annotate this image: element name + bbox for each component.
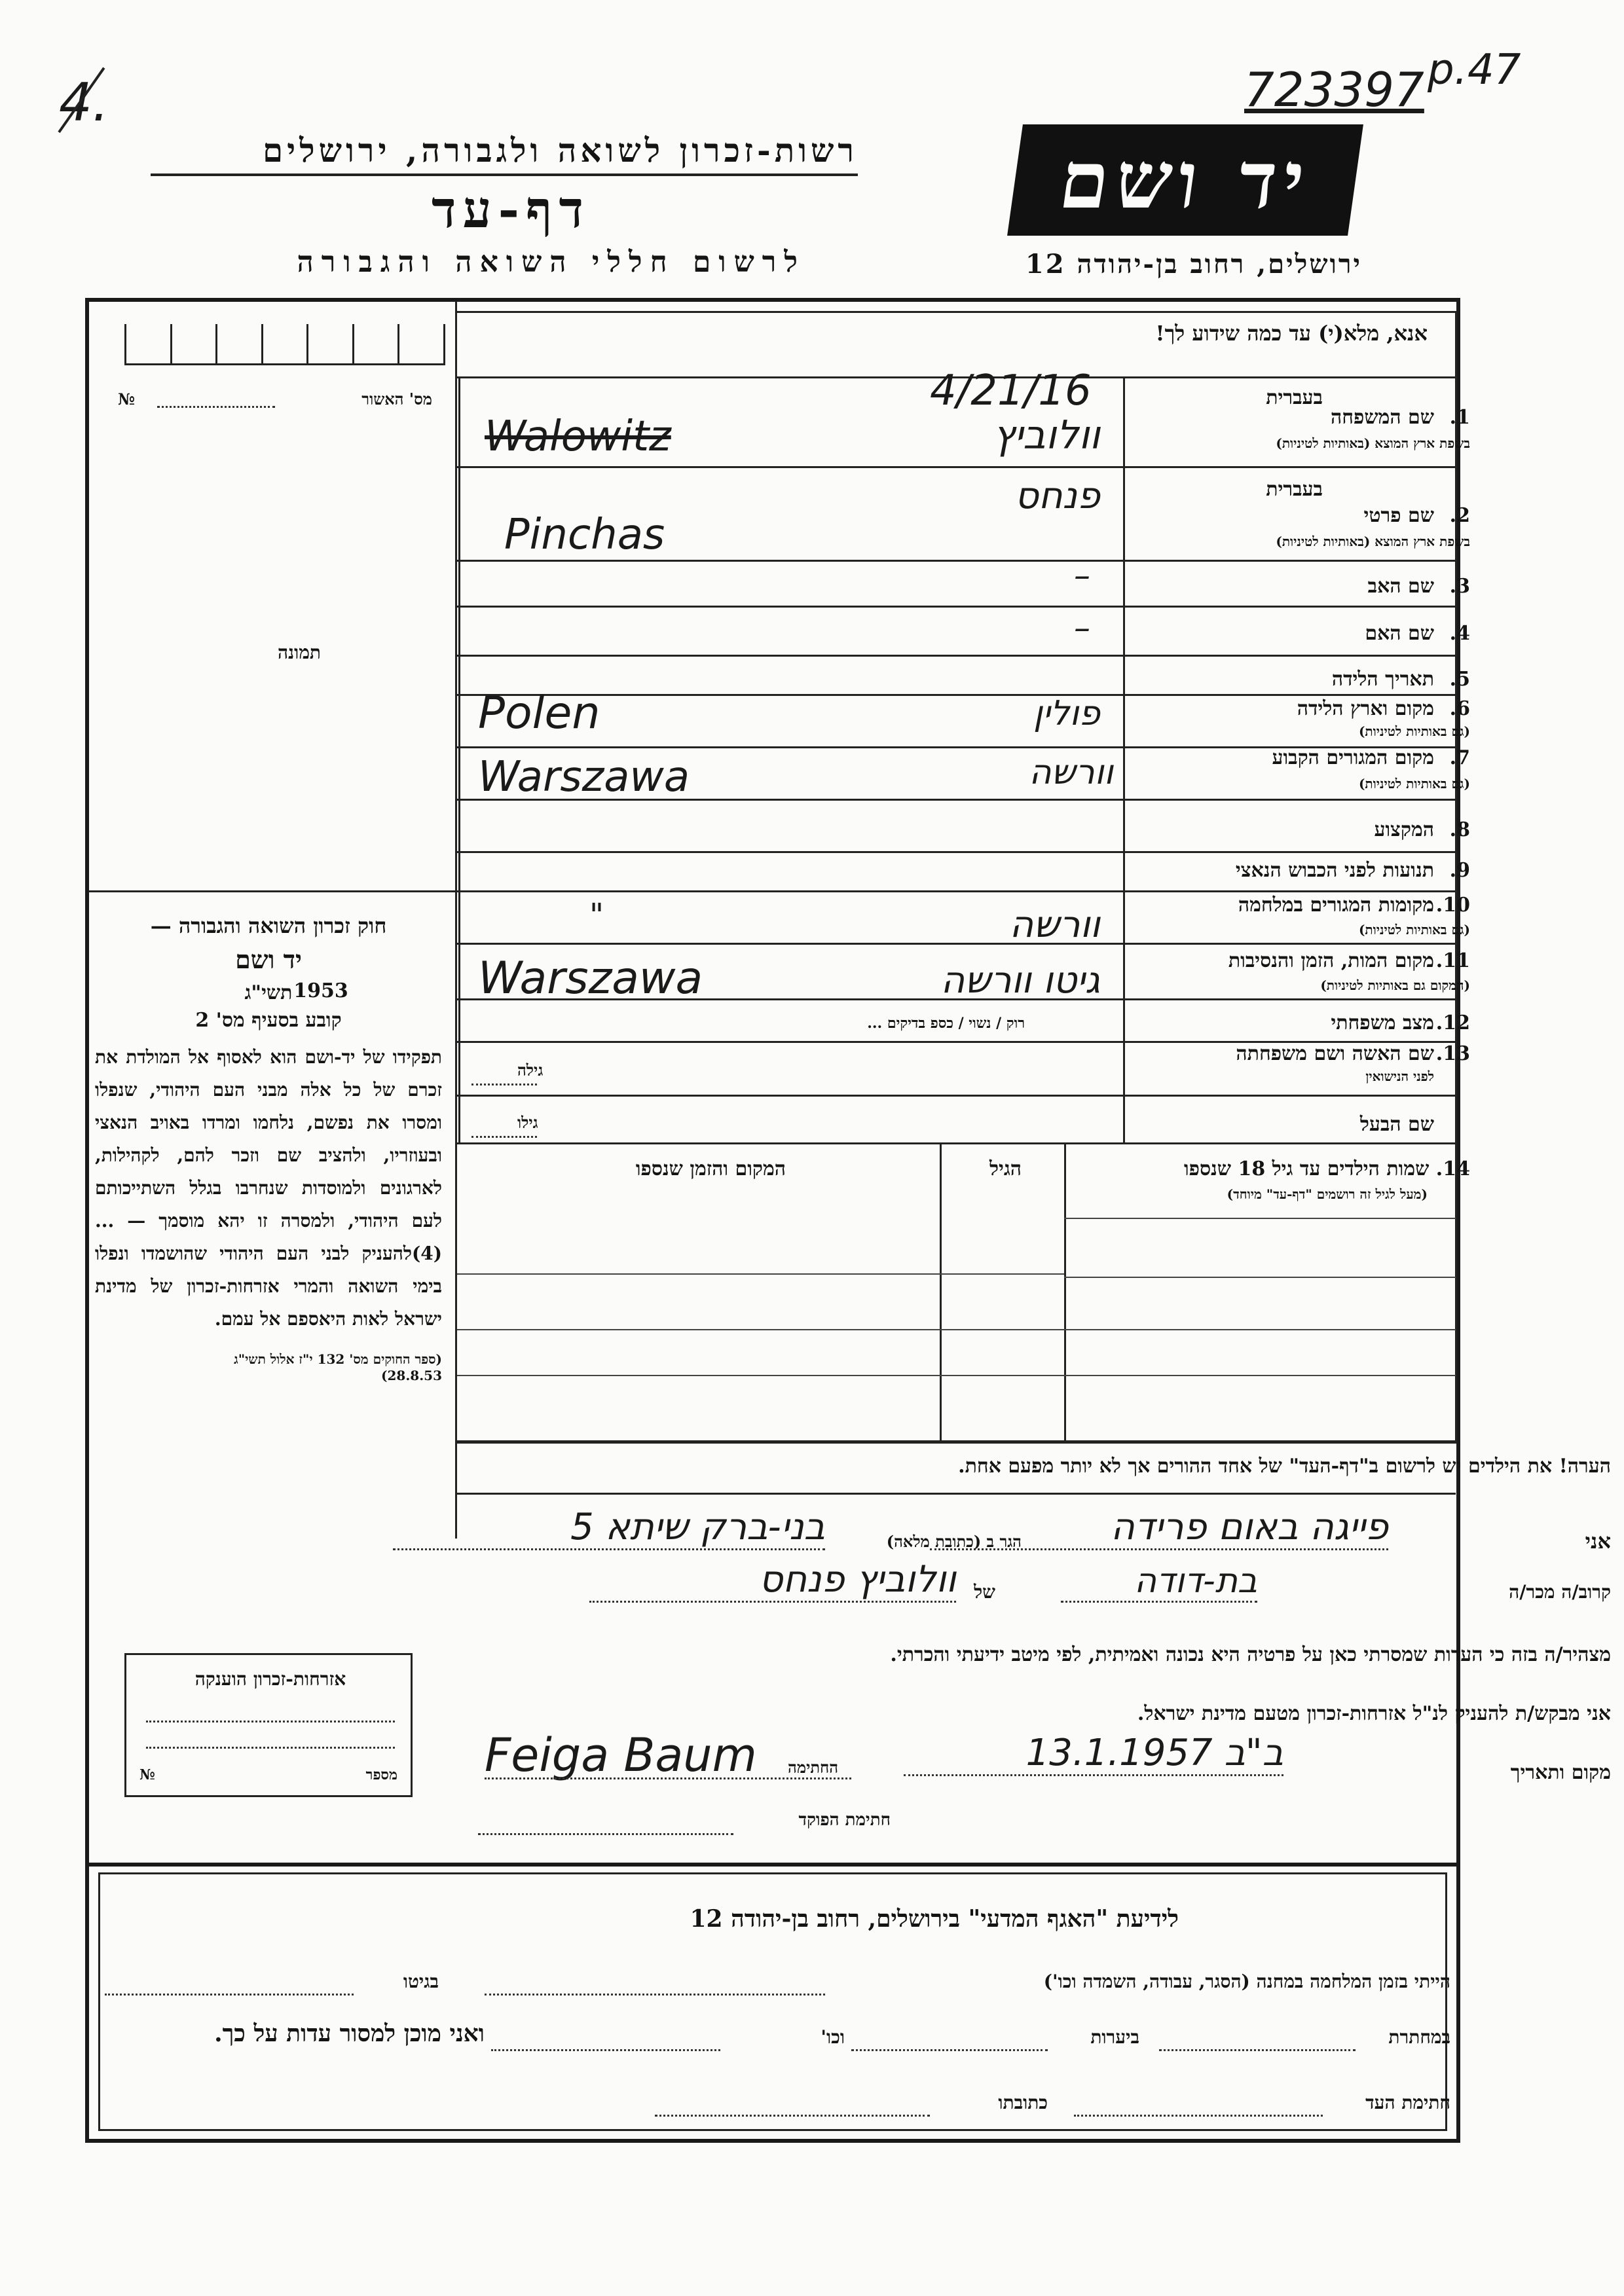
field-13-num: 13. <box>1435 1042 1470 1065</box>
corner-mark: 4. <box>59 72 109 133</box>
logo-text: יד ושם <box>1054 134 1317 227</box>
children-sub: (מעל לגיל זה רושמים "דף-עד" מיוחד) <box>1227 1186 1428 1202</box>
footer-line2-b: ביערות <box>1090 2026 1139 2048</box>
field-4-num: 4. <box>1449 622 1470 645</box>
field-7-hebrew-value: וורשה <box>1029 753 1113 792</box>
field-6-label: מקום וארץ הלידה <box>1297 697 1434 720</box>
citizenship-box-title: אזרחות-זכרון הוענקה <box>194 1668 346 1690</box>
footer-title: לידיעת "האגף המדעי" בירושלים, רחוב בן-יהודה 12 <box>690 1905 1179 1933</box>
org-line: רשות-זכרון לשואה ולגבורה, ירושלים <box>151 131 858 176</box>
field-10-hebrew-value: וורשה <box>1009 903 1100 946</box>
field-13-label: שם האשה ושם משפחתה <box>1236 1042 1434 1065</box>
law-year-heb: תשי"ג <box>244 981 293 1004</box>
footer-line2-a: במחתרת <box>1388 2026 1450 2048</box>
decl-place-date-label: מקום ותאריך <box>1510 1761 1611 1784</box>
citizenship-box-no: מספר <box>365 1766 397 1783</box>
decl-statement: מצהיר/ה בזה כי העדות שמסרתי כאן על פרטיה היא נכונה ואמיתית, לפי מיטב ידיעתי והכרתי. <box>890 1643 1611 1666</box>
law-text: תפקידו של יד-ושם הוא לאסוף אל המולדת את זכרם של כל אלה מבני העם היהודי, שנפלו ומסרו את נפשם, נלחמו ומרדו באויב הנאצי ובעוזריו, ולהציב שם וזכר להם, לקהילות, לארגונים ולמוסדות שנחרבו בגלל השתייכותם לעם היהודי, ולמסרה זו יהא מוסמך — ...(4)להעניק לבני העם היהודי שהושמדו ונפלו בימי השואה והמרי אזרחות-זכרון של מדינת ישראל לאות היאספם אל עמם. <box>95 1046 442 1330</box>
field-7-num: 7. <box>1449 746 1470 769</box>
field-5-label: תאריך הלידה <box>1331 668 1434 691</box>
children-col-age: הגיל <box>989 1157 1022 1180</box>
field-12-num: 12. <box>1435 1011 1470 1034</box>
decl-signature-label: החתימה <box>788 1758 838 1777</box>
footer-line2-d: ואני מוכן למסור עדות על כך. <box>214 2020 485 2047</box>
field-11-num: 11. <box>1435 949 1470 972</box>
field-11-latin-value: Warszawa <box>478 953 703 1004</box>
field-3-label: שם האב <box>1367 575 1434 598</box>
note: הערה! את הילדים יש לרשום ב"דף-העד" של אחד ההורים אך לא יותר מפעם אחת. <box>958 1455 1611 1478</box>
decl-address: בני-ברק שיתא 5 <box>393 1506 825 1550</box>
decl-i-label: אני <box>1585 1529 1611 1554</box>
citizenship-box <box>124 1653 413 1797</box>
address: ירושלים, רחוב בן-יהודה 12 <box>1025 249 1362 280</box>
children-col-place: המקום והזמן שנספו <box>635 1157 786 1180</box>
field-4-value: – <box>1074 609 1090 647</box>
field-2-tag: בעברית <box>1266 478 1323 501</box>
footer-line1-b: בגיטו <box>403 1971 439 1992</box>
law-section: קובע בסעיף מס' 2 <box>195 1009 342 1032</box>
field-10-sub: (גם באותיות לטיניות) <box>1358 922 1470 938</box>
decl-request: אני מבקש/ת להעניק לנ"ל אזרחות-זכרון מטעם מדינת ישראל. <box>1137 1702 1611 1725</box>
decl-relation: בת-דודה <box>1061 1561 1257 1603</box>
field-1-num: 1. <box>1449 406 1470 429</box>
footer-line3-b: כתובתו <box>998 2092 1048 2113</box>
decl-officer-label: חתימת הפוקד <box>798 1810 891 1830</box>
citizenship-box-sym: № <box>139 1766 155 1783</box>
form-subtitle: לרשום חללי השואה והגבורה <box>297 246 805 279</box>
stamp-marks: 4/21/16 <box>930 367 1092 415</box>
field-10-label: מקומות המגורים במלחמה <box>1238 894 1434 917</box>
field-husband-label: שם הבעל <box>1359 1113 1434 1136</box>
field-11-label: מקום המות, הזמן והנסיבות <box>1228 949 1434 972</box>
children-label: 14. שמות הילדים עד גיל 18 שנספו <box>1183 1157 1470 1180</box>
approval-no: № <box>118 390 136 409</box>
field-9-label: תנועות לפני הכבוש הנאצי <box>1235 859 1434 882</box>
law-name: יד ושם <box>235 945 302 974</box>
approval-boxes <box>124 324 445 365</box>
field-1-tag: בעברית <box>1266 386 1323 409</box>
field-2-num: 2. <box>1449 504 1470 527</box>
field-1-sub: בשפת ארץ המוצא (באותיות לטיניות) <box>1276 435 1470 451</box>
footer-line2-c: וכו' <box>821 2026 845 2048</box>
field-9-num: 9. <box>1449 859 1470 882</box>
field-6-hebrew-value: פולין <box>1033 694 1100 733</box>
field-13-sub: לפני הנישואין <box>1365 1068 1434 1084</box>
decl-of-label: של <box>974 1581 995 1603</box>
field-7-latin-value: Warszawa <box>478 753 690 801</box>
field-10-num: 10. <box>1435 894 1470 917</box>
field-2-hebrew-value: פנחס <box>1014 475 1100 517</box>
field-6-sub: (גם באותיות לטיניות) <box>1358 723 1470 739</box>
logo <box>1007 124 1363 236</box>
field-11-hebrew-value: גיטו וורשה <box>940 959 1100 1002</box>
law-year: 1953 <box>293 979 348 1002</box>
field-2-sub: בשפת ארץ המוצא (באותיות לטיניות) <box>1276 534 1470 549</box>
field-5-num: 5. <box>1449 668 1470 691</box>
field-7-sub: (גם באותיות לטיניות) <box>1358 776 1470 792</box>
field-13-age-label: גילה <box>517 1061 544 1080</box>
instruction: אנא, מלא(י) עד כמה שידוע לך! <box>1155 321 1428 346</box>
photo-label: תמונה <box>277 642 321 663</box>
field-11-sub: (המקום גם באותיות לטיניות) <box>1320 977 1470 993</box>
field-10-latin-value: " <box>589 897 604 934</box>
form-title: דף-עד <box>432 180 590 240</box>
handwritten-page: p.47 <box>1428 46 1521 94</box>
field-3-num: 3. <box>1449 575 1470 598</box>
approval-label: מס' האשור <box>361 390 432 409</box>
field-8-num: 8. <box>1449 818 1470 841</box>
decl-name: פייגה באום פרידה <box>930 1506 1388 1550</box>
field-4-label: שם האם <box>1365 622 1434 645</box>
field-6-latin-value: Polen <box>478 687 600 739</box>
field-2-latin-value: Pinchas <box>504 511 665 559</box>
decl-place-date: ב"ב 13.1.1957 <box>904 1732 1283 1776</box>
decl-signature: Feiga Baum <box>485 1728 757 1782</box>
decl-address-label: הגר ב (כתובת מלאה) <box>886 1532 1022 1551</box>
field-1-latin-value: Walowitz <box>485 412 671 461</box>
field-2-label: שם פרטי <box>1363 504 1434 527</box>
decl-relation-label: קרוב/ה מכר/ה <box>1509 1581 1611 1603</box>
field-12-label: מצב משפחתי <box>1331 1011 1434 1034</box>
footer-line3-a: חתימת העד <box>1365 2092 1450 2113</box>
law-block <box>95 913 442 1383</box>
field-1-label: שם המשפחה <box>1330 406 1434 429</box>
handwritten-ref: 723397 <box>1244 62 1424 117</box>
law-title: חוק זכרון השואה והגבורה — <box>150 913 387 938</box>
law-ref: (ספר החוקים מס' 132 י"ז אלול תשי"ג 28.8.53) <box>234 1351 442 1383</box>
footer-line1-a: הייתי בזמן המלחמה במחנה (הסגר, עבודה, השמדה וכו') <box>1043 1971 1450 1992</box>
field-7-label: מקום המגורים הקבוע <box>1272 746 1434 769</box>
field-12-options: רוק / נשוי / כספ בדיקים ... <box>867 1015 1025 1032</box>
field-8-label: המקצוע <box>1374 818 1434 841</box>
field-6-num: 6. <box>1449 697 1470 720</box>
field-husband-age-label: גילו <box>517 1113 538 1132</box>
field-3-value: – <box>1074 556 1090 594</box>
field-1-hebrew-value: וולוביץ <box>993 412 1100 458</box>
decl-of: וולוביץ פנחס <box>589 1558 956 1603</box>
